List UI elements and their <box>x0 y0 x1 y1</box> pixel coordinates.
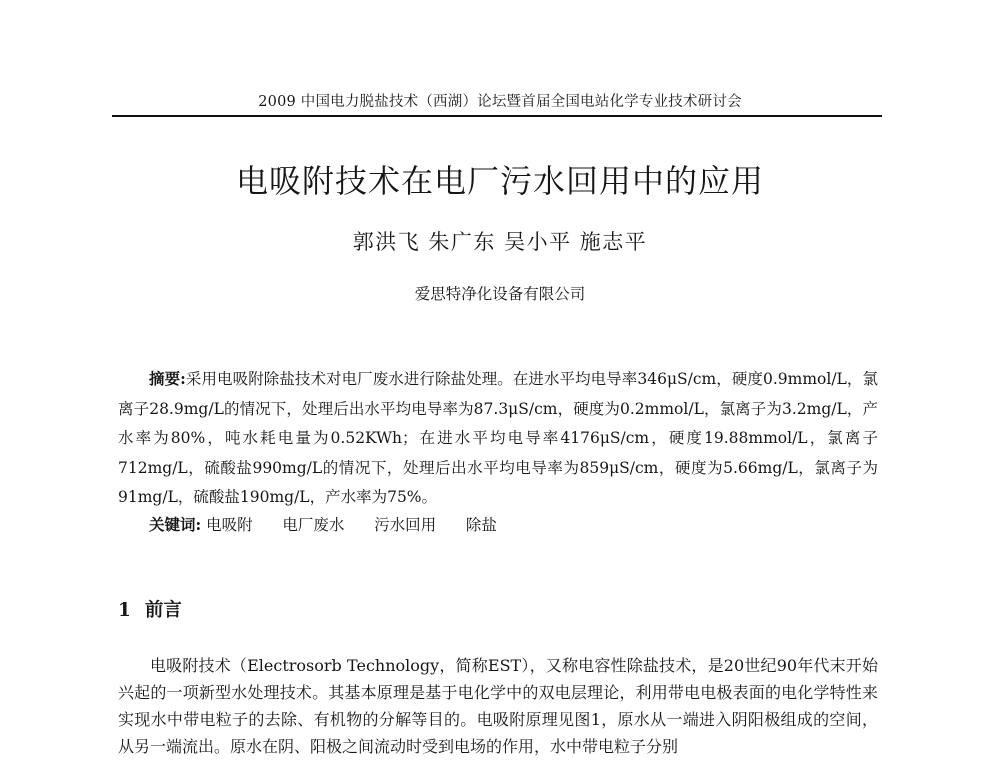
keyword: 除盐 <box>465 516 497 534</box>
section-title: 前言 <box>144 600 182 621</box>
header-rule <box>112 115 882 117</box>
abstract <box>118 364 878 513</box>
keywords <box>118 510 878 541</box>
keyword: 污水回用 <box>374 516 437 534</box>
keywords-label: 关键词: <box>149 515 202 534</box>
abstract-text: 采用电吸附除盐技术对电厂废水进行除盐处理。在进水平均电导率346μS/cm，硬度0.9mmol/L，氯离子28.9mg/L的情况下，处理后出水平均电导率为87.3μS/cm，硬度为0.2mmol/L，氯离子为3.2mg/L，产水率为80%，吨水耗电量为0.52KWh；在进水平均电导率4176μS/cm，硬度19.88mmol/L，氯离子712mg/L，硫酸盐990mg/L的情况下，处理后出水平均电导率为859μS/cm，硬度为5.66mg/L，氯离子为91mg/L，硫酸盐190mg/L，产水率为75%。 <box>118 370 878 506</box>
section-heading-introduction <box>118 596 182 622</box>
paper-affiliation: 爱思特净化设备有限公司 <box>414 285 586 303</box>
keyword: 电吸附 <box>206 516 253 534</box>
abstract-label: 摘要: <box>149 369 186 388</box>
section-number: 1 <box>118 600 131 621</box>
body-paragraph: 电吸附技术（Electrosorb Technology，简称EST），又称电容性除盐技术，是20世纪90年代末开始兴起的一项新型水处理技术。其基本原理是基于电化学中的双电层理论，利用带电电极表面的电化学特性来实现水中带电粒子的去除、有机物的分解等目的。电吸附原理见图1，原水从一端进入阴阳极组成的空间，从另一端流出。原水在阴、阳极之间流动时受到电场的作用，水中带电粒子分别 <box>118 656 878 756</box>
keyword: 电厂废水 <box>282 516 345 534</box>
paper-title: 电吸附技术在电厂污水回用中的应用 <box>235 162 764 200</box>
running-header: 2009 中国电力脱盐技术（西湖）论坛暨首届全国电站化学专业技术研讨会 <box>258 94 742 110</box>
paper-authors: 郭洪飞 朱广东 吴小平 施志平 <box>352 230 648 254</box>
